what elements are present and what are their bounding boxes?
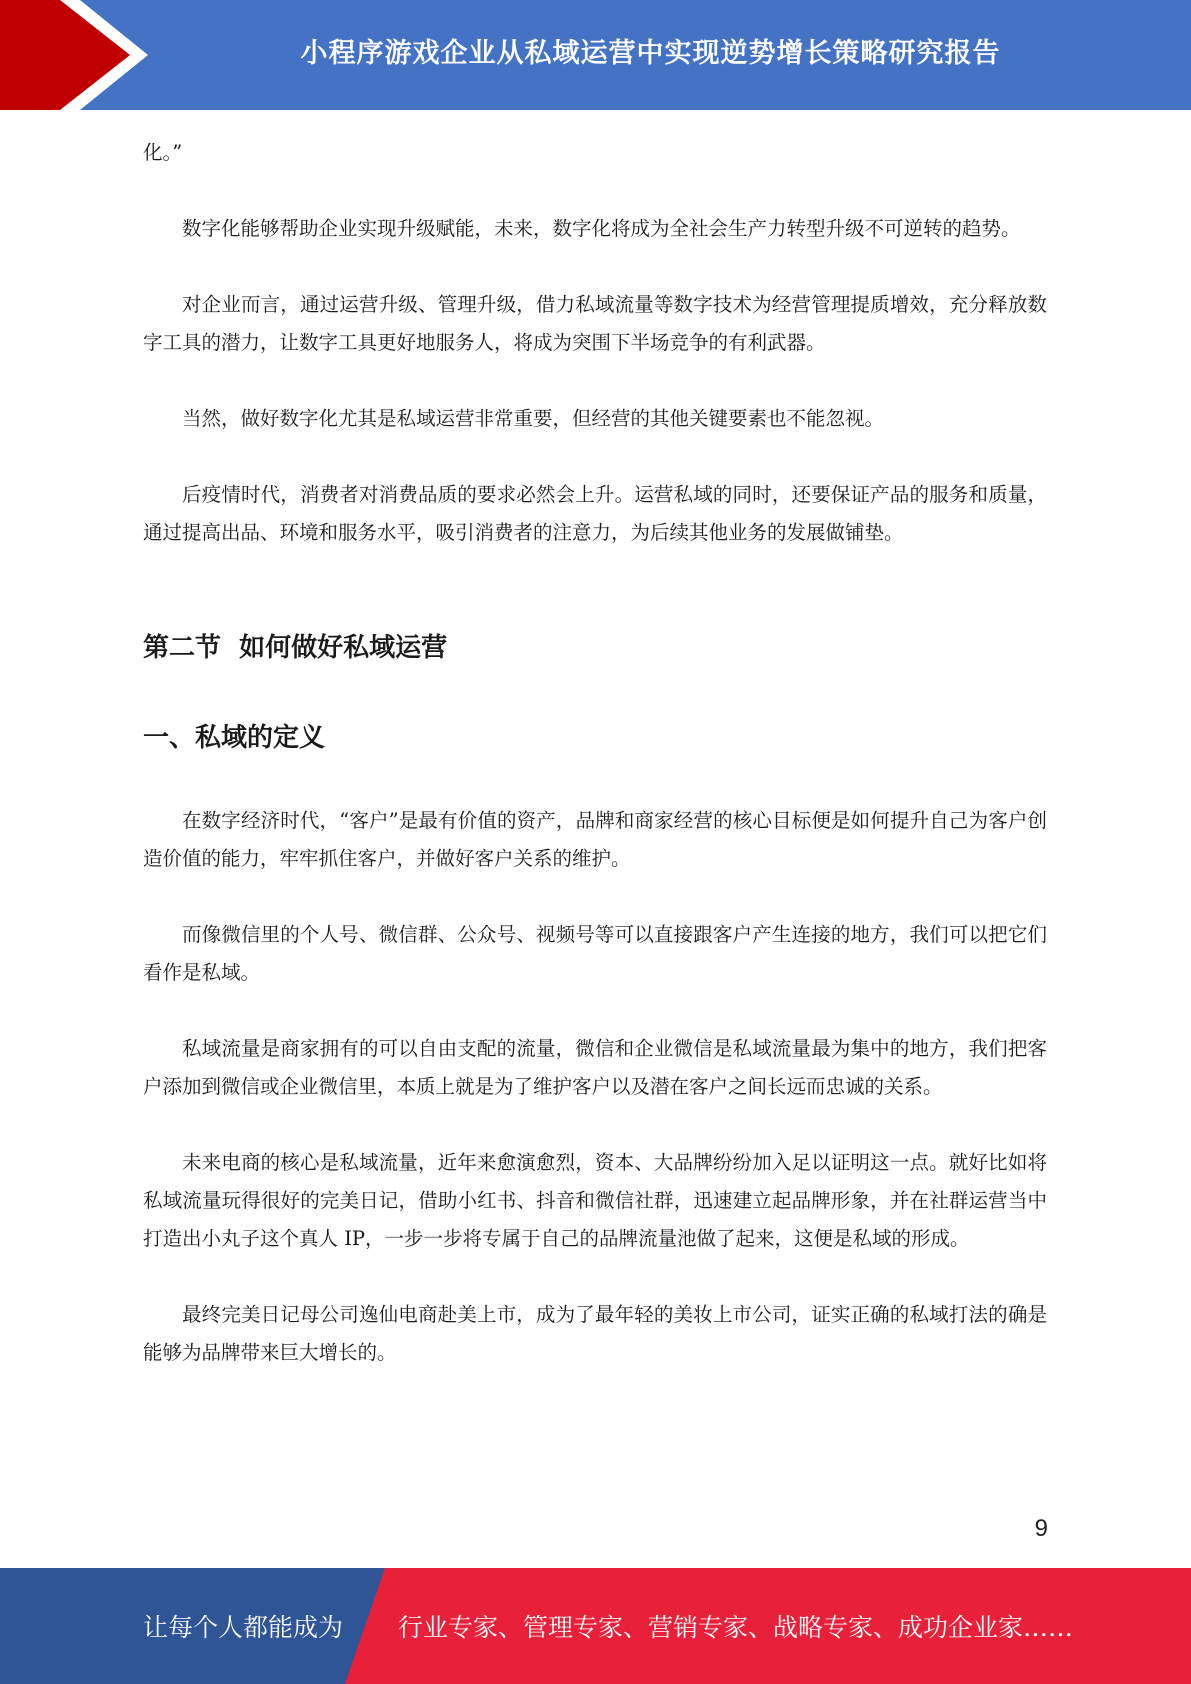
paragraph: 在数字经济时代，“客户”是最有价值的资产，品牌和商家经营的核心目标便是如何提升自己为客户创造价值的能力，牢牢抓住客户，并做好客户关系的维护。 (143, 809, 1047, 870)
header-arrow-decoration (0, 0, 160, 110)
page-footer (0, 1568, 1191, 1684)
paragraph: 最终完美日记母公司逸仙电商赴美上市，成为了最年轻的美妆上市公司，证实正确的私域打法的确是能够为品牌带来巨大增长的。 (143, 1303, 1047, 1364)
paragraph: 私域流量是商家拥有的可以自由支配的流量，微信和企业微信是私域流量最为集中的地方，我们把客户添加到微信或企业微信里，本质上就是为了维护客户以及潜在客户之间长远而忠诚的关系。 (143, 1037, 1047, 1098)
page-header (0, 0, 1191, 110)
paragraph: 对企业而言，通过运营升级、管理升级，借力私域流量等数字技术为经营管理提质增效，充分释放数字工具的潜力，让数字工具更好地服务人，将成为突围下半场竞争的有利武器。 (143, 293, 1047, 354)
page-content (143, 134, 1047, 1372)
subsection-heading: 一、私域的定义 (143, 723, 326, 753)
footer-slogan-left: 让每个人都能成为 (143, 1613, 344, 1642)
paragraph: 化。” (143, 141, 183, 164)
paragraph: 而像微信里的个人号、微信群、公众号、视频号等可以直接跟客户产生连接的地方，我们可以把它们看作是私域。 (143, 923, 1047, 984)
section-heading: 第二节 如何做好私域运营 (143, 633, 448, 663)
paragraph: 后疫情时代，消费者对消费品质的要求必然会上升。运营私域的同时，还要保证产品的服务和质量，通过提高出品、环境和服务水平，吸引消费者的注意力，为后续其他业务的发展做铺垫。 (143, 483, 1047, 544)
paragraph: 未来电商的核心是私域流量，近年来愈演愈烈，资本、大品牌纷纷加入足以证明这一点。就好比如将私域流量玩得很好的完美日记，借助小红书、抖音和微信社群，迅速建立起品牌形象，并在社群运营当中打造出小丸子这个真人 IP，一步一步将专属于自己的品牌流量池做了起来，这便是私域的形成。 (143, 1151, 1047, 1250)
page-number: 9 (1034, 1515, 1048, 1542)
footer-slogan-right: 行业专家、管理专家、营销专家、战略专家、成功企业家…… (398, 1613, 1074, 1642)
paragraph: 当然，做好数字化尤其是私域运营非常重要，但经营的其他关键要素也不能忽视。 (182, 407, 885, 430)
document-title: 小程序游戏企业从私域运营中实现逆势增长策略研究报告 (300, 37, 1001, 69)
paragraph: 数字化能够帮助企业实现升级赋能，未来，数字化将成为全社会生产力转型升级不可逆转的趋势。 (182, 217, 1021, 240)
